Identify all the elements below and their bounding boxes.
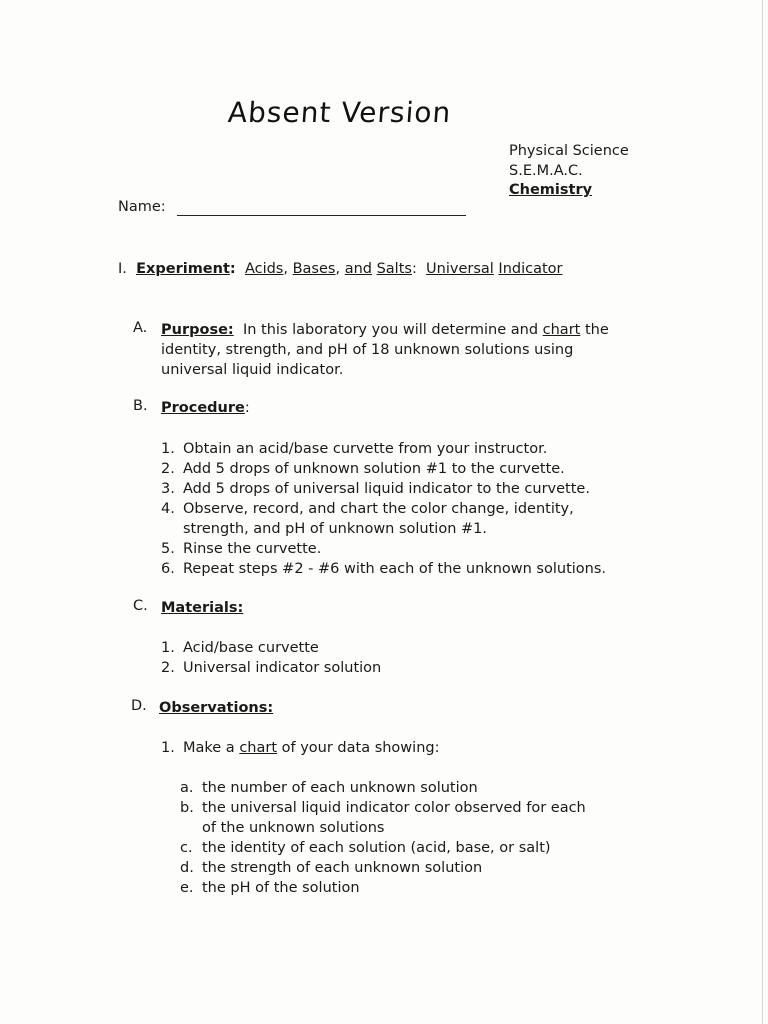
material-text: Universal indicator solution	[183, 660, 382, 676]
subtitle-word-indicator: Indicator	[498, 261, 563, 277]
subtitle-word-universal: Universal	[426, 261, 494, 277]
observation-text-pre: Make a	[183, 740, 235, 756]
subitem-letter: e.	[180, 880, 194, 896]
subitem-text: the universal liquid indicator color observed for each	[202, 800, 586, 816]
material-number: 2.	[161, 660, 175, 676]
list-item	[161, 638, 319, 658]
title-word-salts: Salts	[376, 261, 412, 277]
purpose-text-2: identity, strength, and pH of 18 unknown solutions using	[161, 342, 574, 358]
purpose-paragraph	[161, 320, 611, 380]
list-item	[161, 539, 321, 559]
school-name: S.E.M.A.C.	[509, 162, 583, 179]
observation-text-post: of your data showing:	[281, 740, 440, 756]
list-item	[161, 738, 439, 758]
observation-chart-word: chart	[239, 740, 278, 756]
step-text: Add 5 drops of unknown solution #1 to the curvette.	[183, 461, 565, 477]
list-item-continuation: of the unknown solutions	[202, 820, 385, 836]
step-number: 6.	[161, 561, 175, 577]
list-item	[161, 559, 606, 579]
procedure-colon: :	[244, 400, 250, 416]
experiment-colon: :	[229, 261, 236, 277]
experiment-heading	[118, 261, 563, 277]
list-item	[161, 658, 381, 678]
subitem-letter: b.	[180, 800, 194, 816]
step-text: Obtain an acid/base curvette from your instructor.	[183, 441, 548, 457]
subitem-text: the strength of each unknown solution	[202, 860, 483, 876]
handwritten-title: Absent Version	[226, 96, 453, 129]
step-number: 1.	[161, 441, 175, 457]
procedure-letter: B.	[133, 398, 148, 414]
list-item	[161, 459, 565, 479]
section-numeral: I.	[118, 261, 127, 277]
list-item	[180, 778, 478, 798]
step-text: Rinse the curvette.	[183, 541, 322, 557]
course-info	[509, 142, 629, 201]
observations-heading	[159, 698, 273, 718]
list-item	[180, 878, 360, 898]
step-number: 2.	[161, 461, 175, 477]
observations-label: Observations:	[159, 700, 274, 716]
step-text: Repeat steps #2 - #6 with each of the unknown solutions.	[183, 561, 607, 577]
list-item	[161, 479, 590, 499]
subject-name: Chemistry	[509, 182, 593, 198]
materials-letter: C.	[133, 598, 148, 614]
page-edge	[762, 0, 763, 1024]
title-sep: ,	[335, 261, 341, 277]
subitem-text: the number of each unknown solution	[202, 780, 478, 796]
purpose-text-3: universal liquid indicator.	[161, 362, 344, 378]
step-text: Add 5 drops of universal liquid indicator to the curvette.	[183, 481, 590, 497]
purpose-text-1b: the	[584, 322, 609, 338]
list-item	[161, 499, 574, 519]
title-word-and: and	[344, 261, 372, 277]
title-sep: ,	[283, 261, 288, 277]
purpose-chart-word: chart	[542, 322, 581, 338]
list-item	[180, 858, 482, 878]
name-label: Name:	[118, 199, 166, 215]
step-number: 3.	[161, 481, 175, 497]
purpose-text-1: In this laboratory you will determine and	[242, 322, 539, 338]
title-word-acids: Acids	[244, 261, 284, 277]
list-item	[180, 798, 586, 818]
material-number: 1.	[161, 640, 175, 656]
subitem-text: the identity of each solution (acid, base, or salt)	[202, 840, 551, 856]
title-word-bases: Bases	[292, 261, 336, 277]
subitem-letter: c.	[180, 840, 193, 856]
purpose-letter: A.	[133, 320, 148, 336]
materials-label: Materials:	[161, 600, 244, 616]
list-item-continuation: strength, and pH of unknown solution #1.	[183, 521, 487, 537]
procedure-heading	[161, 398, 250, 418]
list-item	[161, 439, 547, 459]
list-item	[180, 838, 551, 858]
subitem-letter: a.	[180, 780, 194, 796]
subitem-letter: d.	[180, 860, 194, 876]
observations-letter: D.	[131, 698, 147, 714]
materials-heading	[161, 598, 243, 618]
name-blank-line[interactable]	[177, 215, 466, 216]
procedure-label: Procedure	[161, 400, 245, 416]
purpose-label: Purpose:	[161, 322, 234, 338]
step-text: Observe, record, and chart the color change, identity,	[183, 501, 574, 517]
observation-number: 1.	[161, 740, 175, 756]
title-colon: :	[411, 261, 417, 277]
experiment-label: Experiment	[136, 261, 230, 277]
course-name: Physical Science	[509, 143, 629, 159]
step-number: 5.	[161, 541, 175, 557]
material-text: Acid/base curvette	[183, 640, 319, 656]
step-number: 4.	[161, 501, 175, 517]
subitem-text: the pH of the solution	[202, 880, 360, 896]
